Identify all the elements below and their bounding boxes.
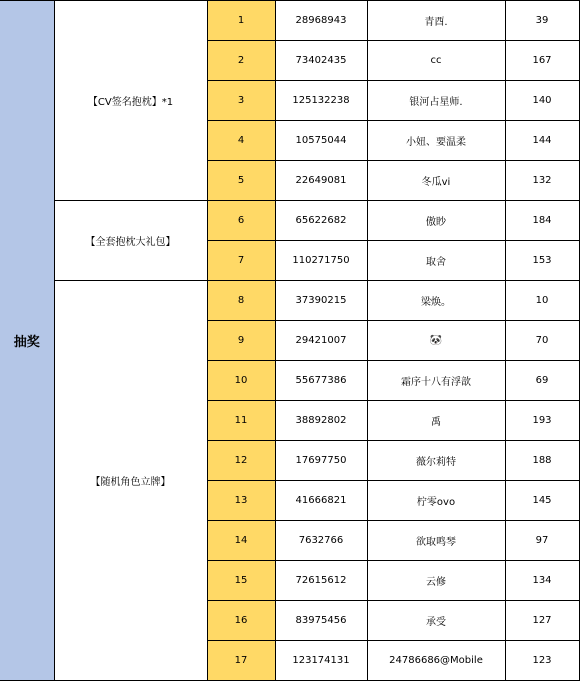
user-id: 10575044 <box>275 121 367 161</box>
user-id: 41666821 <box>275 481 367 521</box>
user-name: cc <box>367 41 505 81</box>
user-name: 傲眇 <box>367 201 505 241</box>
user-name: 青酉. <box>367 1 505 41</box>
user-name: 取舍 <box>367 241 505 281</box>
score: 70 <box>505 321 579 361</box>
row-index: 1 <box>207 1 275 41</box>
row-index: 5 <box>207 161 275 201</box>
user-name: 24786686@Mobile <box>367 641 505 681</box>
user-name: 薇尔莉特 <box>367 441 505 481</box>
score: 193 <box>505 401 579 441</box>
user-id: 22649081 <box>275 161 367 201</box>
row-index: 15 <box>207 561 275 601</box>
score: 10 <box>505 281 579 321</box>
user-id: 7632766 <box>275 521 367 561</box>
user-name: 承受 <box>367 601 505 641</box>
user-name: 梁焕。 <box>367 281 505 321</box>
user-name: 禹 <box>367 401 505 441</box>
category-cell: 抽奖 <box>0 1 54 681</box>
user-name: 冬瓜vi <box>367 161 505 201</box>
user-id: 37390215 <box>275 281 367 321</box>
score: 132 <box>505 161 579 201</box>
score: 167 <box>505 41 579 81</box>
user-name: 小妞、要温柔 <box>367 121 505 161</box>
user-id: 28968943 <box>275 1 367 41</box>
table-row <box>0 281 581 321</box>
score: 39 <box>505 1 579 41</box>
row-index: 14 <box>207 521 275 561</box>
table-row <box>0 201 581 241</box>
user-id: 110271750 <box>275 241 367 281</box>
user-name: 银河占星师. <box>367 81 505 121</box>
table-row <box>0 1 581 41</box>
score: 134 <box>505 561 579 601</box>
user-name: 云修 <box>367 561 505 601</box>
row-index: 11 <box>207 401 275 441</box>
row-index: 9 <box>207 321 275 361</box>
user-id: 73402435 <box>275 41 367 81</box>
score: 184 <box>505 201 579 241</box>
user-id: 17697750 <box>275 441 367 481</box>
user-name: 柠零ovo <box>367 481 505 521</box>
user-name: 🐼 <box>367 321 505 361</box>
score: 144 <box>505 121 579 161</box>
row-index: 17 <box>207 641 275 681</box>
prize-cell-random-standee: 【随机角色立牌】 <box>54 281 207 681</box>
score: 123 <box>505 641 579 681</box>
user-id: 83975456 <box>275 601 367 641</box>
row-index: 12 <box>207 441 275 481</box>
user-id: 123174131 <box>275 641 367 681</box>
row-index: 6 <box>207 201 275 241</box>
row-index: 10 <box>207 361 275 401</box>
row-index: 3 <box>207 81 275 121</box>
user-id: 125132238 <box>275 81 367 121</box>
user-name: 霜序十八有浮歆 <box>367 361 505 401</box>
score: 97 <box>505 521 579 561</box>
score: 127 <box>505 601 579 641</box>
user-id: 55677386 <box>275 361 367 401</box>
row-index: 2 <box>207 41 275 81</box>
prize-cell-pillow-bundle: 【全套抱枕大礼包】 <box>54 201 207 281</box>
user-id: 29421007 <box>275 321 367 361</box>
row-index: 8 <box>207 281 275 321</box>
prize-cell-cv-pillow: 【CV签名抱枕】*1 <box>54 1 207 201</box>
user-id: 38892802 <box>275 401 367 441</box>
user-id: 65622682 <box>275 201 367 241</box>
score: 153 <box>505 241 579 281</box>
row-index: 13 <box>207 481 275 521</box>
score: 140 <box>505 81 579 121</box>
score: 145 <box>505 481 579 521</box>
user-id: 72615612 <box>275 561 367 601</box>
row-index: 16 <box>207 601 275 641</box>
user-name: 欲取鸣琴 <box>367 521 505 561</box>
row-index: 7 <box>207 241 275 281</box>
row-index: 4 <box>207 121 275 161</box>
score: 188 <box>505 441 579 481</box>
score: 69 <box>505 361 579 401</box>
